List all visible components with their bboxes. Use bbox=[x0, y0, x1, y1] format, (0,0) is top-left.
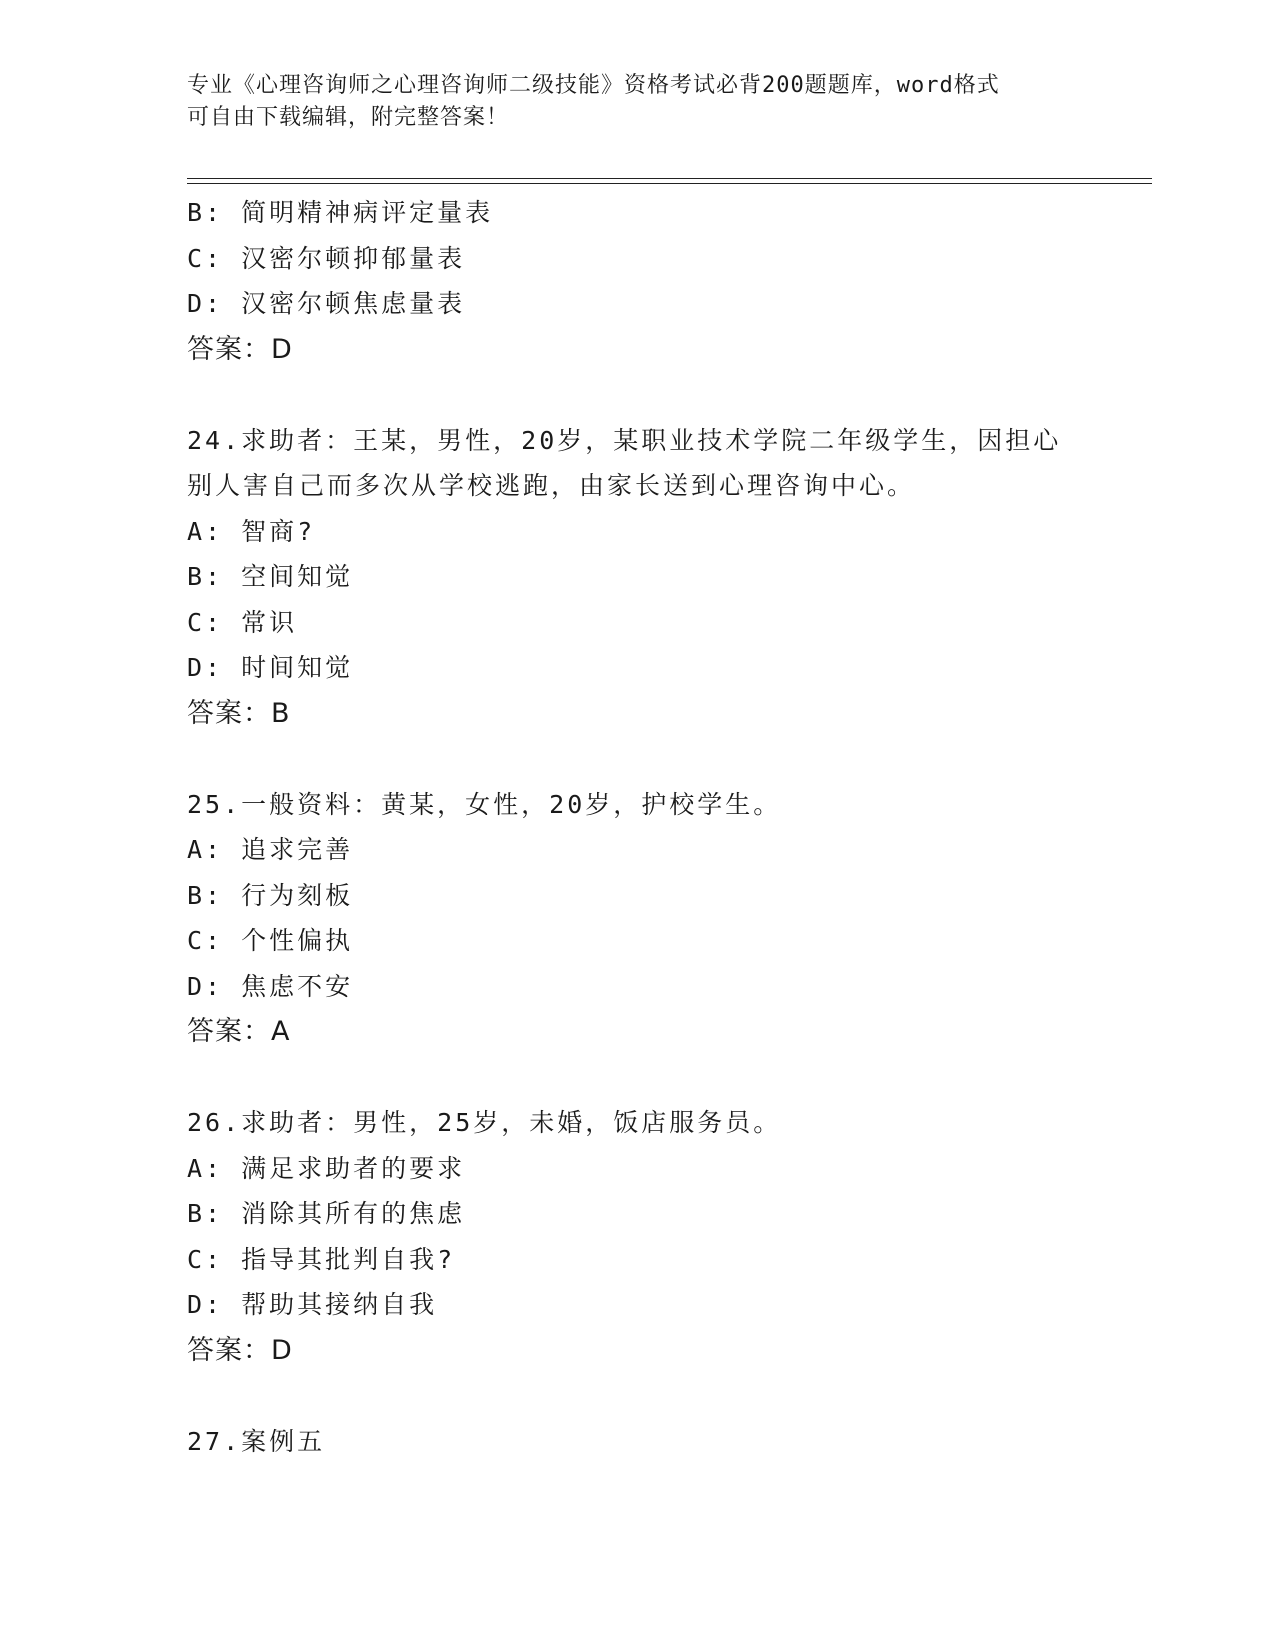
question-27 bbox=[187, 1419, 1147, 1465]
question-26 bbox=[187, 1100, 1147, 1373]
spacer bbox=[187, 1373, 1147, 1419]
answer-line: 答案：B bbox=[187, 697, 291, 729]
option-c: C: 指导其批判自我? bbox=[187, 1244, 456, 1274]
spacer bbox=[187, 1055, 1147, 1101]
question-stem: 27.案例五 bbox=[187, 1426, 326, 1456]
question-stem-line-1: 24.求助者：王某，男性，20岁，某职业技术学院二年级学生，因担心 bbox=[187, 425, 1062, 455]
header-divider-top bbox=[187, 178, 1152, 179]
question-23-continued bbox=[187, 190, 1147, 372]
option-d: D: 帮助其接纳自我 bbox=[187, 1290, 438, 1319]
spacer bbox=[187, 372, 1147, 418]
answer-line: 答案：D bbox=[187, 333, 293, 365]
option-a: A: 追求完善 bbox=[187, 835, 354, 864]
option-a: A: 满足求助者的要求 bbox=[187, 1153, 466, 1183]
answer-line: 答案：D bbox=[187, 1334, 293, 1366]
option-c: C: 汉密尔顿抑郁量表 bbox=[187, 243, 466, 273]
header-divider-bottom bbox=[187, 183, 1152, 184]
question-stem-line-2: 别人害自己而多次从学校逃跑，由家长送到心理咨询中心。 bbox=[187, 471, 916, 500]
header-line-2: 可自由下载编辑，附完整答案！ bbox=[187, 105, 510, 130]
header-line-1: 专业《心理咨询师之心理咨询师二级技能》资格考试必背200题题库，word格式 bbox=[187, 73, 1000, 98]
option-b: B: 简明精神病评定量表 bbox=[187, 198, 494, 227]
option-c: C: 常识 bbox=[187, 607, 298, 637]
option-d: D: 汉密尔顿焦虑量表 bbox=[187, 289, 466, 318]
question-stem: 26.求助者：男性，25岁，未婚，饭店服务员。 bbox=[187, 1108, 782, 1137]
option-d: D: 焦虑不安 bbox=[187, 971, 354, 1001]
question-25 bbox=[187, 782, 1147, 1055]
question-stem: 25.一般资料：黄某，女性，20岁，护校学生。 bbox=[187, 789, 782, 819]
question-24 bbox=[187, 418, 1147, 737]
answer-line: 答案：A bbox=[187, 1016, 291, 1047]
spacer bbox=[187, 736, 1147, 782]
option-b: B: 空间知觉 bbox=[187, 562, 354, 591]
question-list bbox=[187, 190, 1147, 1464]
document-header bbox=[187, 70, 1087, 134]
option-a: A: 智商? bbox=[187, 516, 316, 546]
option-b: B: 行为刻板 bbox=[187, 880, 354, 910]
option-d: D: 时间知觉 bbox=[187, 653, 354, 682]
option-b: B: 消除其所有的焦虑 bbox=[187, 1199, 466, 1228]
option-c: C: 个性偏执 bbox=[187, 926, 354, 955]
